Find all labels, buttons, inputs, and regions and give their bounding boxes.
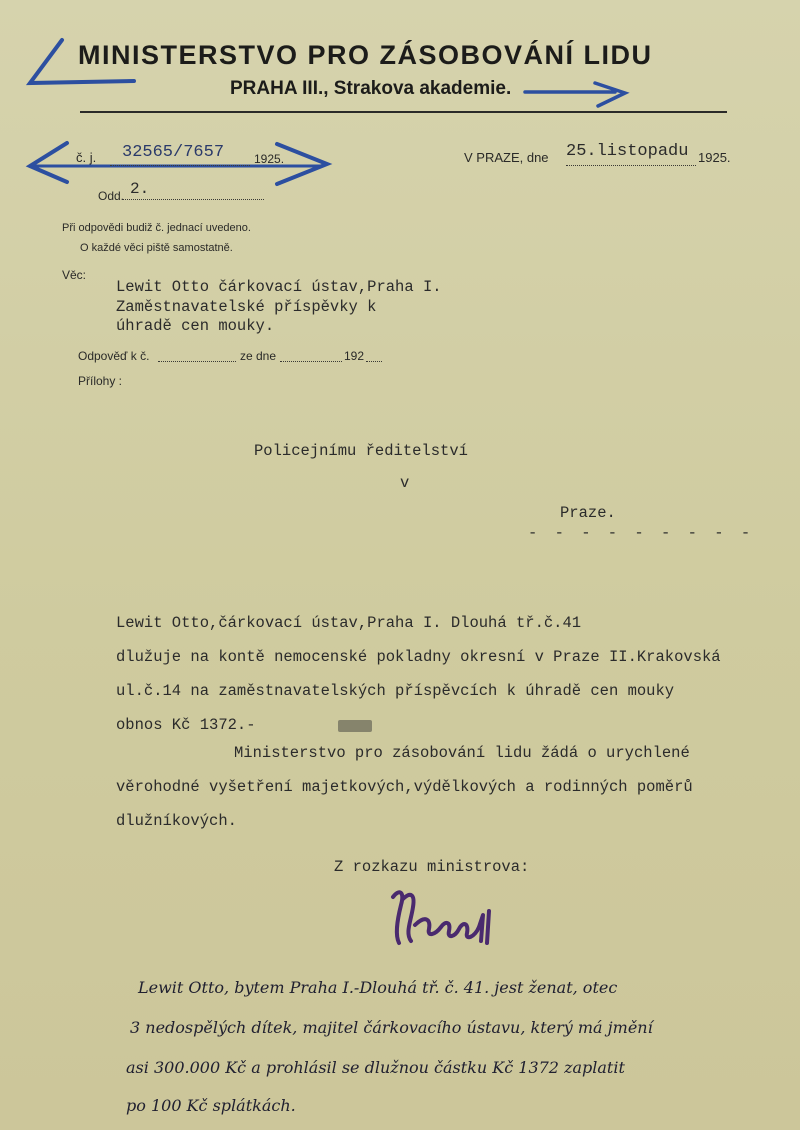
body-line-1: Lewit Otto,čárkovací ústav,Praha I. Dlouhá tř.č.41 xyxy=(116,614,582,632)
subject-line-3: úhradě cen mouky. xyxy=(116,317,275,335)
ministry-address: PRAHA III., Strakova akademie. xyxy=(230,78,512,99)
date-year: 1925. xyxy=(698,150,731,165)
addressee-line-2: v xyxy=(400,474,410,492)
department-value: 2. xyxy=(130,180,150,198)
subject-label: Věc: xyxy=(62,268,87,282)
reply-year-dots xyxy=(366,360,382,362)
reply-to-label: Odpověď k č. xyxy=(78,349,150,363)
reference-dots xyxy=(110,164,250,166)
subject-line-2: Zaměstnavatelské příspěvky k xyxy=(116,298,377,316)
date-value: 25.listopadu xyxy=(566,142,689,161)
department-dots xyxy=(122,198,264,200)
body-line-2: dlužuje na kontě nemocenské pokladny okresní v Praze II.Krakovská xyxy=(116,648,721,666)
reply-date-label: ze dne xyxy=(240,349,277,363)
ministry-heading: MINISTERSTVO PRO ZÁSOBOVÁNÍ LIDU xyxy=(78,40,653,70)
handwritten-line-2: 3 nedospělých dítek, majitel čárkovacího ústavu, který má jmění xyxy=(130,1018,653,1037)
reply-note: Při odpovědi budiž č. jednací uvedeno. xyxy=(62,222,251,234)
strikeout-mark xyxy=(338,720,372,732)
body-line-5: Ministerstvo pro zásobování lidu žádá o urychlené xyxy=(234,744,690,762)
separate-note: O každé věci piště samostatně. xyxy=(80,242,233,254)
date-dots xyxy=(566,164,696,166)
place-date-prefix: V PRAZE, dne xyxy=(464,150,549,165)
reference-year: 1925. xyxy=(254,152,285,166)
reply-to-dots xyxy=(158,360,236,362)
reference-number: 32565/7657 xyxy=(122,143,225,162)
addressee-underline: - - - - - - - - - xyxy=(528,524,755,542)
body-line-3: ul.č.14 na zaměstnavatelských příspěvcích k úhradě cen mouky xyxy=(116,682,675,700)
blue-pencil-arrow-icon xyxy=(520,78,635,113)
handwritten-line-4: po 100 Kč splátkách. xyxy=(126,1096,296,1115)
body-line-4: obnos Kč 1372.- xyxy=(116,716,256,734)
closing-order: Z rozkazu ministrova: xyxy=(334,858,530,876)
reply-date-dots xyxy=(280,360,342,362)
reply-year: 192 xyxy=(344,349,365,363)
handwritten-line-1: Lewit Otto, bytem Praha I.-Dlouhá tř. č. 41. jest ženat, otec xyxy=(138,978,618,997)
body-line-6: věrohodné vyšetření majetkových,výdělkových a rodinných poměrů xyxy=(116,778,693,796)
signature-icon xyxy=(385,885,515,950)
addressee-line-3: Praze. xyxy=(560,504,616,522)
handwritten-line-3: asi 300.000 Kč a prohlásil se dlužnou částku Kč 1372 zaplatit xyxy=(126,1058,625,1077)
subject-line-1: Lewit Otto čárkovací ústav,Praha I. xyxy=(116,278,442,296)
body-line-7: dlužníkových. xyxy=(116,812,237,830)
addressee-line-1: Policejnímu ředitelství xyxy=(254,442,468,460)
blue-pencil-arrow-icon xyxy=(22,35,142,95)
attachments-label: Přílohy : xyxy=(78,374,123,388)
department-label: Odd. xyxy=(98,189,125,203)
reference-label: č. j. xyxy=(76,150,97,165)
